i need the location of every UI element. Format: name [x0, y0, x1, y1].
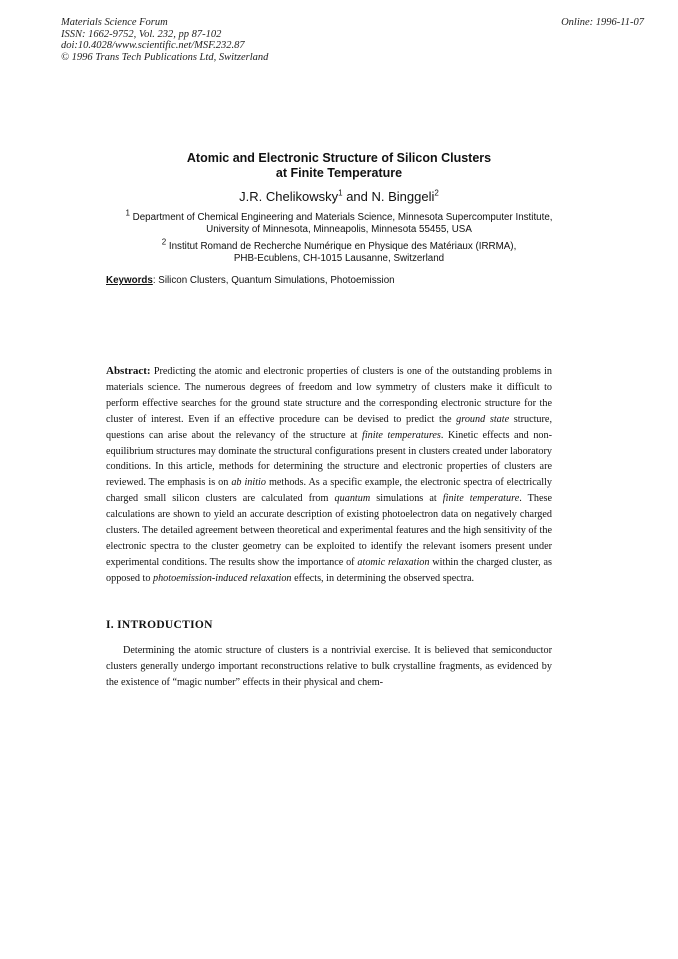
abstract-text-8: effects, in determining the observed spectra.	[291, 572, 475, 584]
abstract-emphasis-5: finite temperature	[442, 493, 520, 505]
abstract-emphasis-2: finite temperatures	[362, 429, 441, 441]
affiliation-2	[90, 237, 588, 264]
abstract-emphasis-4: quantum	[334, 493, 371, 505]
copyright-line: © 1996 Trans Tech Publications Ltd, Switzerland	[61, 51, 269, 63]
author-2-affil-mark: 2	[434, 188, 439, 198]
affiliation-1-line-1: Department of Chemical Engineering and Materials Science, Minnesota Supercomputer Institute,	[132, 212, 553, 223]
title-line-1: Atomic and Electronic Structure of Silicon Clusters	[186, 151, 492, 165]
author-1-affil-mark: 1	[338, 188, 343, 198]
affiliation-1-mark: 1	[125, 208, 130, 218]
affiliation-2-line-1: Institut Romand de Recherche Numérique en Physique des Matériaux (IRRMA),	[168, 241, 517, 252]
paper-title	[0, 151, 678, 181]
author-list	[0, 189, 678, 204]
author-1: J.R. Chelikowsky	[239, 189, 339, 204]
keywords-label: Keywords	[106, 275, 153, 286]
abstract	[106, 364, 552, 587]
abstract-text-4: methods. As a specific example, the electronic spectra of electrically charged small silicon clusters are calculated from	[106, 477, 552, 505]
abstract-text-7: within the charged cluster, as opposed to	[106, 556, 552, 584]
keywords	[106, 275, 395, 286]
abstract-emphasis-6: atomic relaxation	[357, 556, 430, 568]
doi-line[interactable]: doi:10.4028/www.scientific.net/MSF.232.87	[61, 40, 245, 51]
affiliation-1	[90, 208, 588, 235]
author-2: N. Binggeli	[371, 189, 435, 204]
abstract-label: Abstract:	[106, 365, 151, 377]
affiliation-1-line-2: University of Minnesota, Minneapolis, Minnesota 55455, USA	[206, 223, 472, 235]
keywords-colon: :	[152, 275, 159, 286]
author-conjunction: and	[342, 189, 372, 204]
journal-metadata	[61, 17, 268, 63]
abstract-emphasis-1: ground state	[456, 413, 510, 425]
abstract-text-1: Predicting the atomic and electronic properties of clusters is one of the outstanding problems in materials science. The numerous degrees of freedom and low symmetry of clusters make it difficult to perform effective searches for the ground state structure and the corresponding electronic structure for the cluster of interest. Even if an effective procedure can be devised to predict the	[106, 366, 552, 425]
issn-line: ISSN: 1662-9752, Vol. 232, pp 87-102	[61, 28, 222, 40]
introduction-paragraph: Determining the atomic structure of clusters is a nontrivial exercise. It is believed that semiconductor clusters generally undergo important reconstructions relative to bulk crystalline fragments, as evidenced by the existence of “magic number” effects in their physical and chem-	[106, 645, 552, 688]
abstract-emphasis-3: ab initio	[231, 477, 266, 489]
affiliation-2-mark: 2	[161, 237, 167, 247]
abstract-text-3: . Kinetic effects and non-equilibrium structures may dominate the structural configurations present in clusters created under laboratory conditions. In this article, methods for determining the structure and electronic properties of clusters are reviewed. The emphasis is on	[106, 429, 552, 489]
abstract-emphasis-7: photoemission-induced relaxation	[152, 572, 292, 584]
online-date: Online: 1996-11-07	[561, 17, 644, 28]
journal-name: Materials Science Forum	[61, 17, 168, 28]
section-heading: I. INTRODUCTION	[106, 619, 213, 631]
affiliation-2-line-2: PHB-Ecublens, CH-1015 Lausanne, Switzerland	[233, 252, 445, 264]
abstract-text-5: simulations at	[370, 493, 443, 505]
abstract-text-2: structure, questions can arise about the relevancy of the structure at	[106, 413, 552, 441]
keywords-text: Silicon Clusters, Quantum Simulations, Photoemission	[158, 275, 395, 286]
abstract-text-6: . These calculations are shown to yield an accurate description of existing photoelectron data on negatively charged clusters. The detailed agreement between theoretical and experimental features and the high sensitivity of the electronic spectra to the cluster geometry can be exploited to identify the relevant isomers present under experimental conditions. The results show the importance of	[106, 493, 552, 568]
title-line-2: at Finite Temperature	[275, 166, 403, 180]
